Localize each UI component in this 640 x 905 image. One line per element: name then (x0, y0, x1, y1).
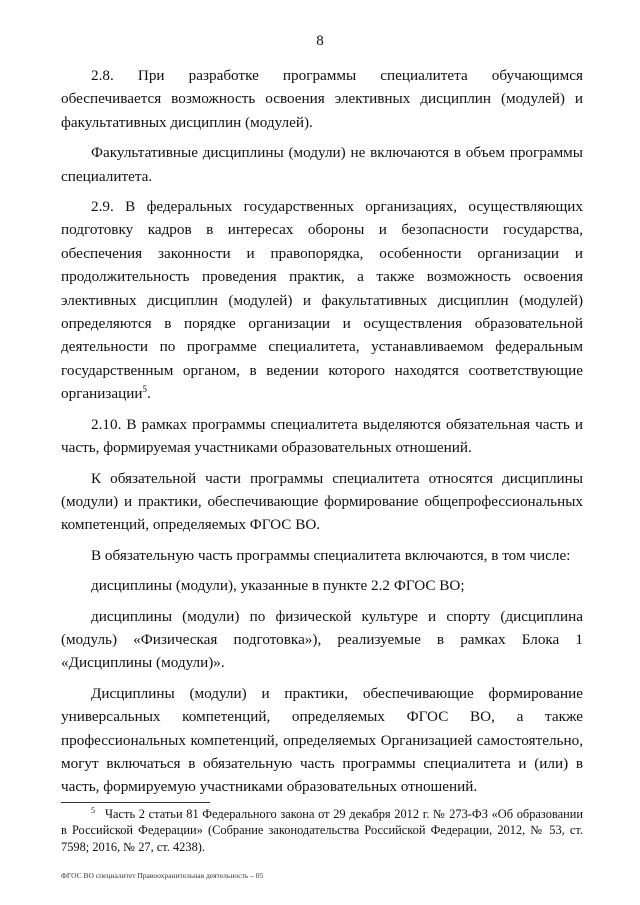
document-body (61, 64, 583, 806)
footnote (61, 806, 583, 855)
page-footer: ФГОС ВО специалитет Правоохранительная деятельность – 05 (61, 871, 264, 880)
page-number: 8 (316, 33, 324, 49)
paragraph-2-9 (61, 195, 583, 406)
paragraph-mandatory-part: К обязательной части программы специалитета относятся дисциплины (модули) и практики, обеспечивающие формирование общепрофессиональных компетенций, определяемых ФГОС ВО. (61, 469, 583, 534)
footnote-separator (61, 802, 210, 803)
paragraph-2-10: 2.10. В рамках программы специалитета выделяются обязательная часть и часть, формируемая участниками образовательных отношений. (61, 415, 583, 457)
footnote-text: Часть 2 статьи 81 Федерального закона от 29 декабря 2012 г. № 273-ФЗ «Об образовании в Российской Федерации» (Собрание законодательства Российской Федерации, 2012, № 53, ст. 7598; 2016, № 27, ст. 4238). (61, 807, 583, 854)
paragraph-electives-note: Факультативные дисциплины (модули) не включаются в объем программы специалитета. (61, 144, 583, 185)
paragraph-universal-competencies: Дисциплины (модули) и практики, обеспечивающие формирование универсальных компетенций, определяемых ФГОС ВО, а также профессиональных компетенций, определяемых Организацией самостоятельно, могут включаться в обязательную часть программы специалитета и (или) в часть, формируемую участниками образовательных отношений. (61, 684, 583, 796)
footnote-reference[interactable]: 5 (142, 384, 148, 395)
list-item-disciplines: дисциплины (модули), указанные в пункте 2.2 ФГОС ВО; (91, 577, 465, 595)
paragraph-2-9-text: 2.9. В федеральных государственных организациях, осуществляющих подготовку кадров в интересах обороны и безопасности государства, обеспечения законности и правопорядка, особенности организации и продолжительность проведения практик, а также возможность освоения элективных дисциплин (модулей) и факультативных дисциплин (модулей) определяются в порядке организации и осуществления образовательной деятельности по программе специалитета, устанавливаемом федеральным государственным органом, в ведении которого находятся соответствующие организации (61, 198, 583, 403)
footnote-marker: 5 (91, 805, 95, 815)
paragraph-2-9-period: . (147, 385, 151, 403)
list-item-physical-culture: дисциплины (модули) по физической культуре и спорту (дисциплина (модуль) «Физическая подготовка»), реализуемые в рамках Блока 1 «Дисциплины (модули)». (61, 607, 583, 672)
paragraph-2-8: 2.8. При разработке программы специалитета обучающимся обеспечивается возможность освоения элективных дисциплин (модулей) и факультативных дисциплин (модулей). (61, 67, 583, 131)
paragraph-mandatory-includes: В обязательную часть программы специалитета включаются, в том числе: (91, 546, 571, 564)
